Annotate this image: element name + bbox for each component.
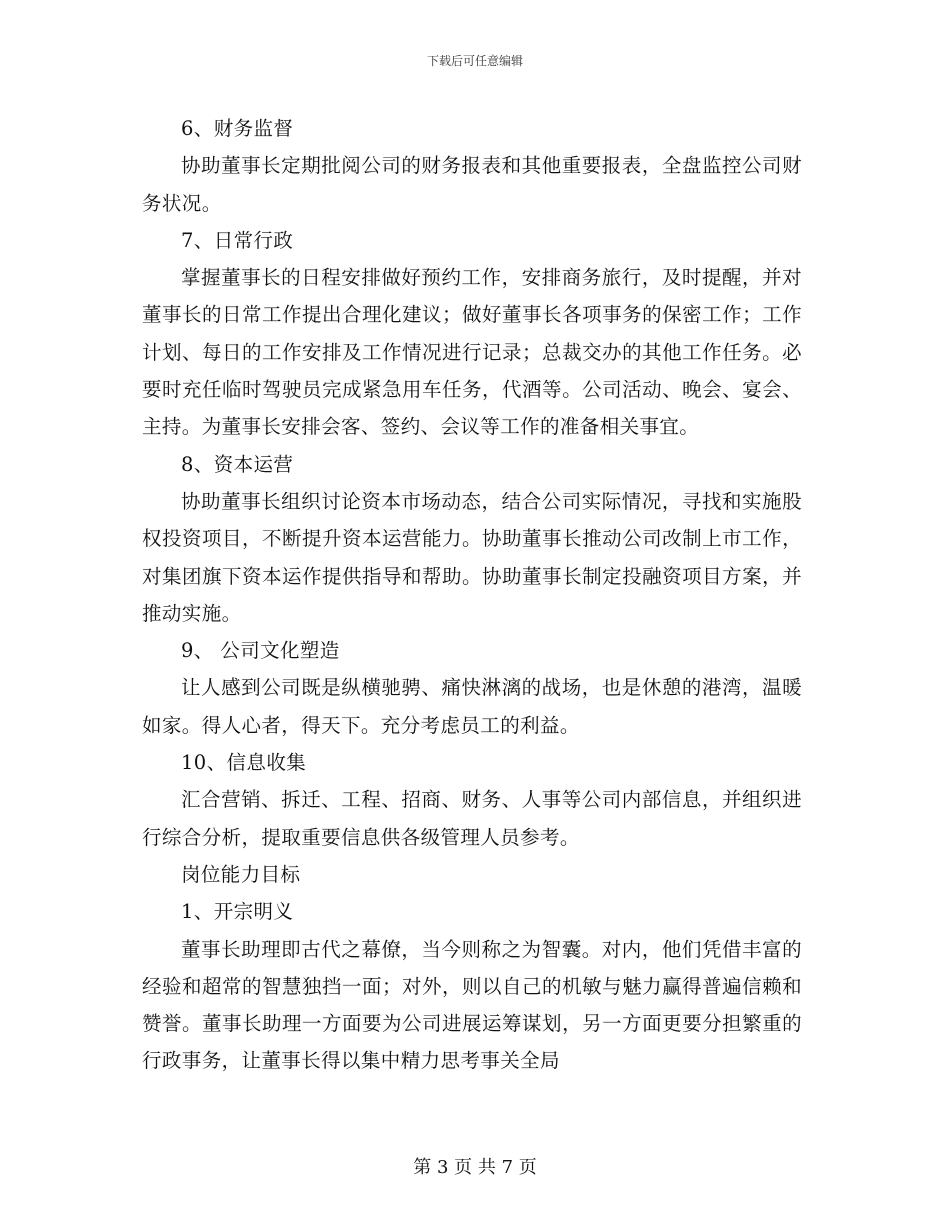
section-heading-info: 10、信息收集 (181, 751, 307, 775)
section-heading-capital: 8、资本运营 (181, 452, 294, 476)
paragraph-mission: 董事长助理即古代之幕僚，当今则称之为智囊。对内，他们凭借丰富的经验和超常的智慧独挡一面；对外，则以自己的机敏与魅力赢得普遍信赖和赞誉。董事长助理一方面要为公司进展运筹谋划，另一方面更要分担繁重的行政事务，让董事长得以集中精力思考事关全局 (142, 937, 802, 1073)
paragraph-capital: 协助董事长组织讨论资本市场动态，结合公司实际情况，寻找和实施股权投资项目，不断提升资本运营能力。协助董事长推动公司改制上市工作，对集团旗下资本运作提供指导和帮助。协助董事长制定投融资项目方案，并推动实施。 (142, 489, 802, 625)
paragraph-finance: 协助董事长定期批阅公司的财务报表和其他重要报表，全盘监控公司财务状况。 (142, 154, 802, 215)
section-heading-culture: 9、 公司文化塑造 (181, 639, 340, 663)
paragraph-admin: 掌握董事长的日程安排做好预约工作，安排商务旅行，及时提醒，并对董事长的日常工作提出合理化建议；做好董事长各项事务的保密工作；工作计划、每日的工作安排及工作情况进行记录；总裁交办的其他工作任务。必要时充任临时驾驶员完成紧急用车任务，代酒等。公司活动、晚会、宴会、主持。为董事长安排会客、签约、会议等工作的准备相关事宜。 (142, 266, 802, 439)
page-header-note: 下载后可任意编辑 (426, 54, 523, 68)
paragraph-info: 汇合营销、拆迁、工程、招商、财务、人事等公司内部信息，并组织进行综合分析，提取重要信息供各级管理人员参考。 (142, 788, 802, 849)
document-body (142, 110, 802, 1080)
section-heading-finance: 6、财务监督 (181, 117, 294, 140)
section-heading-ability-goals: 岗位能力目标 (181, 862, 301, 886)
page-footer-number: 第 3 页 共 7 页 (413, 1157, 537, 1178)
paragraph-culture: 让人感到公司既是纵横驰骋、痛快淋漓的战场，也是休憩的港湾，温暖如家。得人心者，得天下。充分考虑员工的利益。 (142, 676, 802, 737)
section-heading-admin: 7、日常行政 (181, 228, 294, 252)
section-heading-mission: 1、开宗明义 (181, 900, 294, 924)
